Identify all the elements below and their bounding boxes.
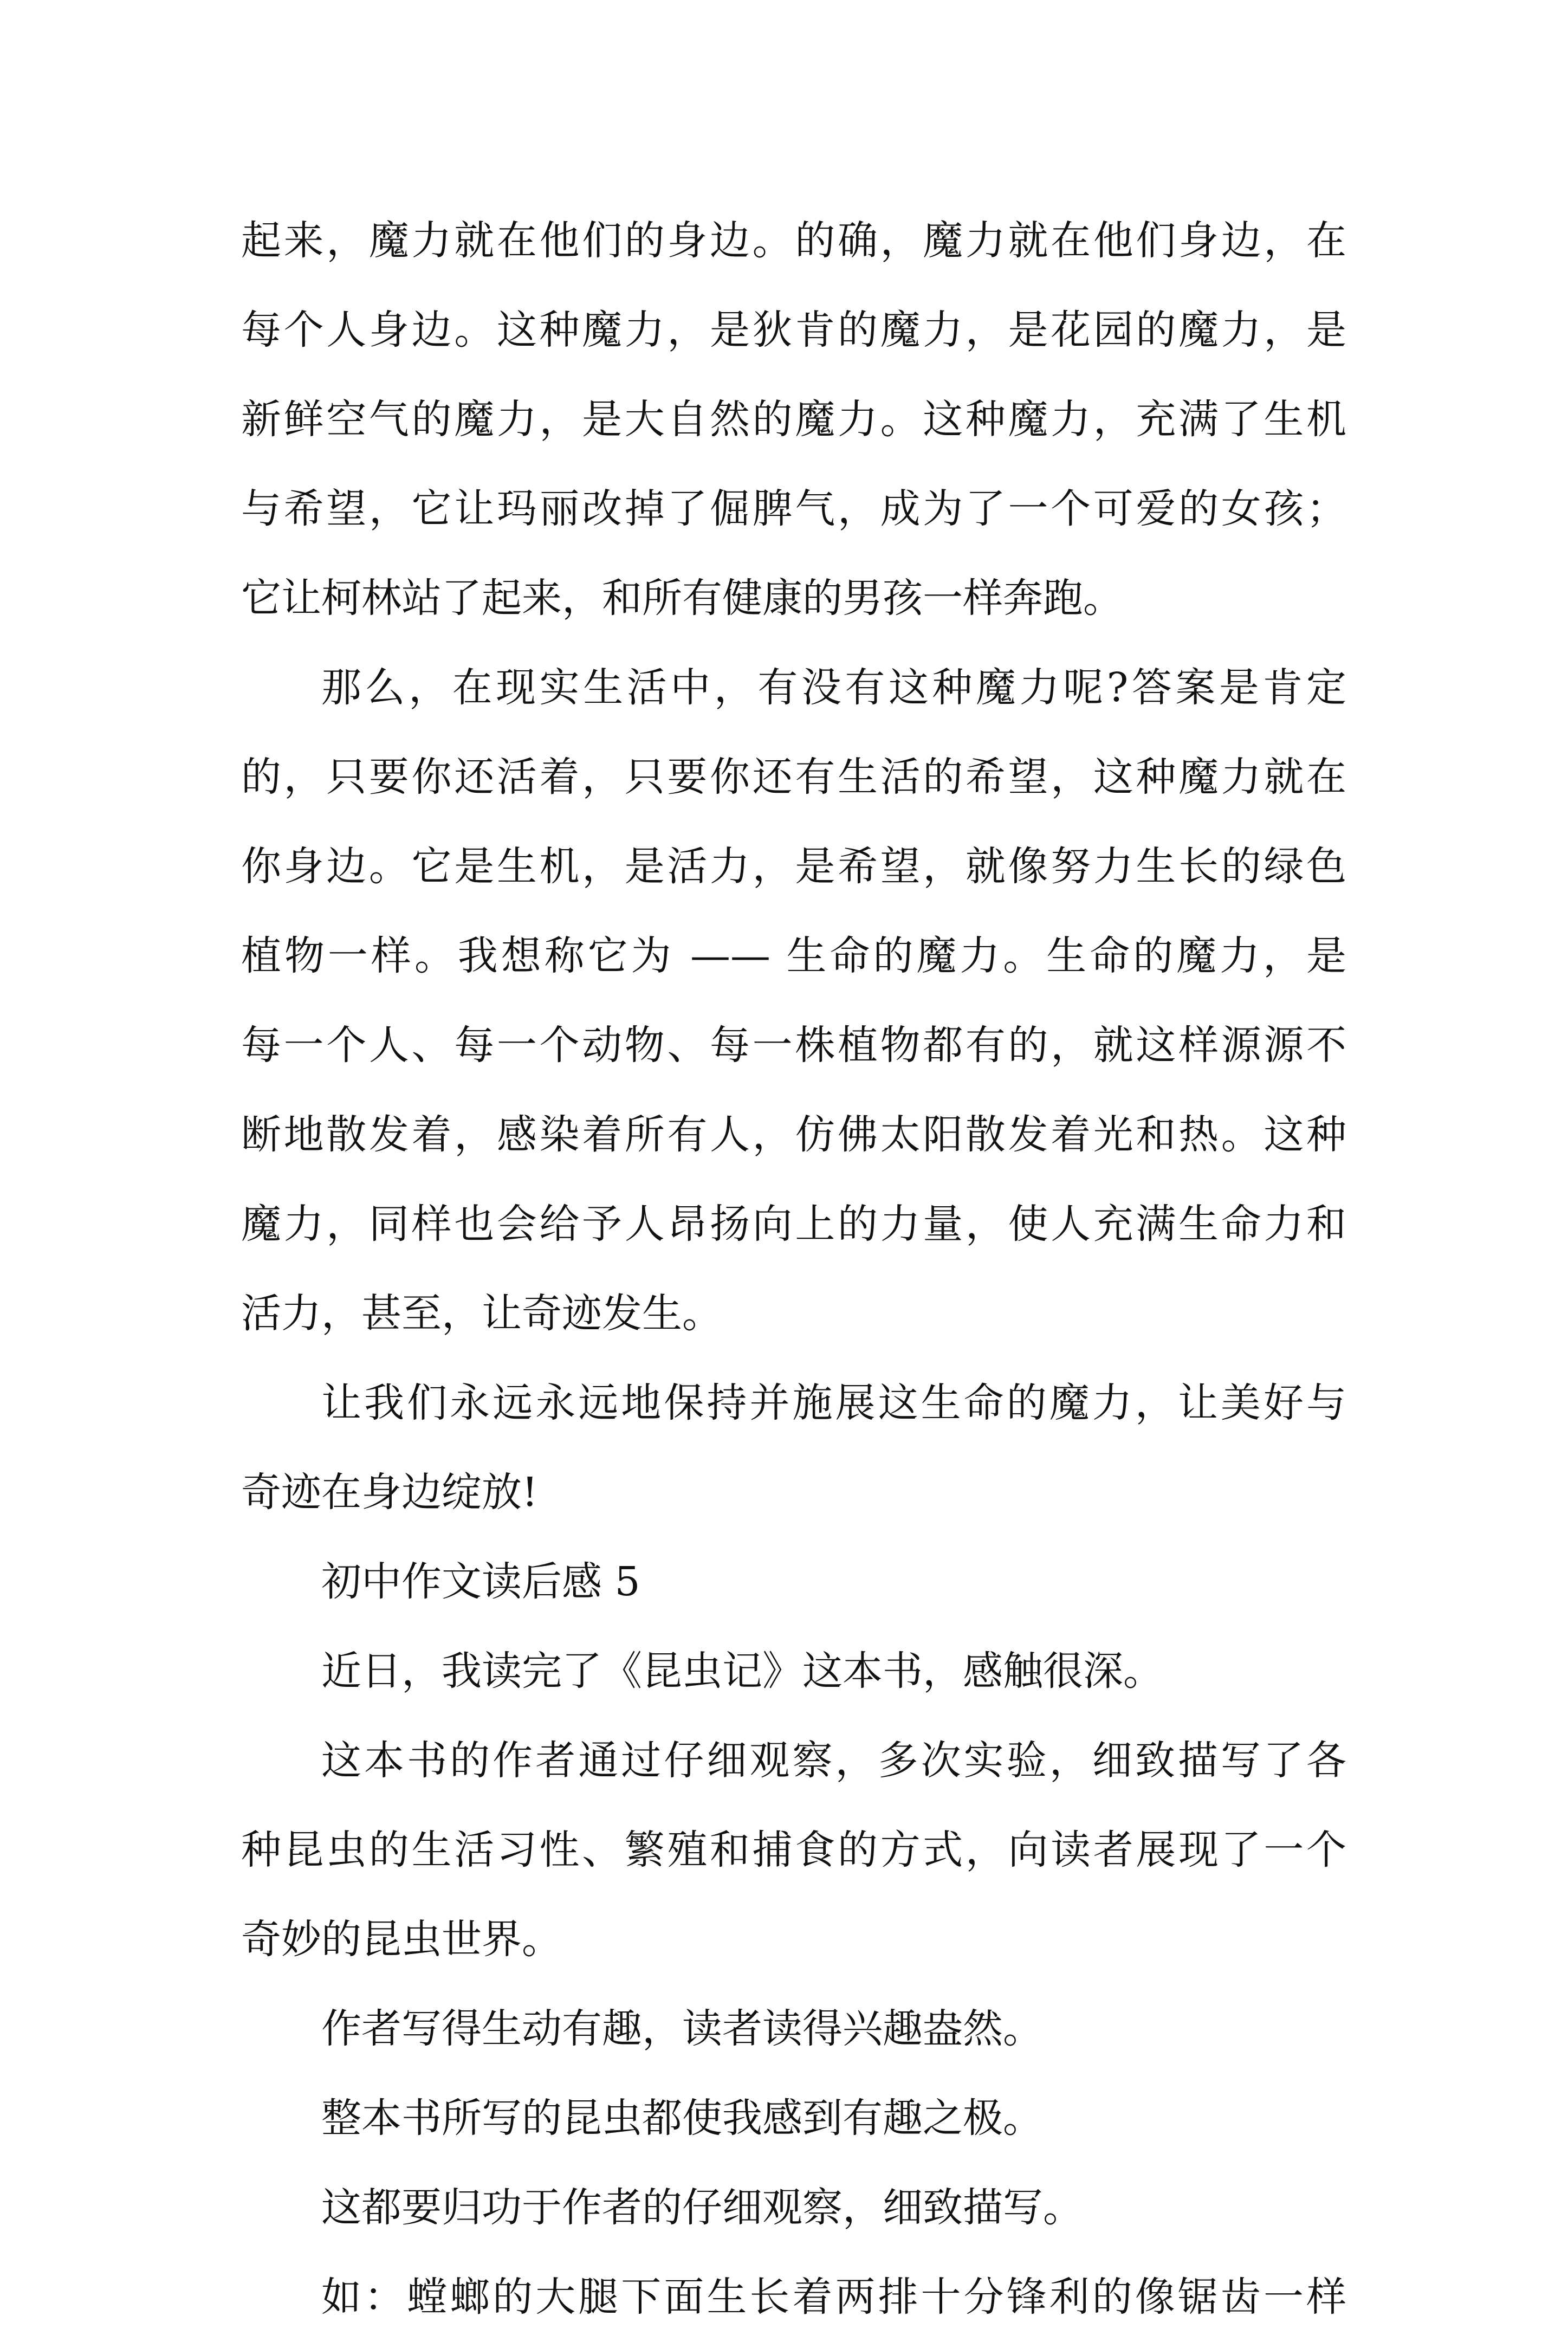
text-line: 那么，在现实生活中，有没有这种魔力呢?答案是肯定 [321,664,1346,711]
text-line: 让我们永远永远地保持并施展这生命的魔力，让美好与 [321,1380,1346,1426]
text-line: 这都要归功于作者的仔细观察，细致描写。 [321,2184,1083,2231]
text-line: 与希望，它让玛丽改掉了倔脾气，成为了一个可爱的女孩； [241,486,1346,532]
text-line: 新鲜空气的魔力，是大自然的魔力。这种魔力，充满了生机 [241,396,1346,443]
text-line: 每个人身边。这种魔力，是狄肯的魔力，是花园的魔力，是 [241,307,1346,353]
text-line: 作者写得生动有趣，读者读得兴趣盎然。 [321,2005,1043,2052]
text-line: 活力，甚至，让奇迹发生。 [241,1290,722,1337]
text-line: 近日，我读完了《昆虫记》这本书，感触很深。 [321,1648,1163,1694]
text-line: 魔力，同样也会给予人昂扬向上的力量，使人充满生命力和 [241,1201,1346,1247]
text-line: 这本书的作者通过仔细观察，多次实验，细致描写了各 [321,1737,1346,1784]
text-line: 整本书所写的昆虫都使我感到有趣之极。 [321,2095,1043,2142]
text-line: 植物一样。我想称它为 —— 生命的魔力。生命的魔力，是 [241,933,1346,979]
text-line: 奇迹在身边绽放! [241,1469,538,1516]
text-line: 如：螳螂的大腿下面生长着两排十分锋利的像锯齿一样 [321,2274,1346,2320]
text-line: 的，只要你还活着，只要你还有生活的希望，这种魔力就在 [241,754,1346,800]
text-line: 起来，魔力就在他们的身边。的确，魔力就在他们身边，在 [241,217,1346,264]
body-text [241,196,1346,2342]
text-line: 种昆虫的生活习性、繁殖和捕食的方式，向读者展现了一个 [241,1827,1346,1873]
text-line: 断地散发着，感染着所有人，仿佛太阳散发着光和热。这种 [241,1111,1346,1158]
text-line: 每一个人、每一个动物、每一株植物都有的，就这样源源不 [241,1022,1346,1069]
text-line: 奇妙的昆虫世界。 [241,1916,562,1963]
text-line: 初中作文读后感 5 [321,1558,640,1605]
text-line: 它让柯林站了起来，和所有健康的男孩一样奔跑。 [241,575,1123,622]
text-line: 你身边。它是生机，是活力，是希望，就像努力生长的绿色 [241,843,1346,890]
